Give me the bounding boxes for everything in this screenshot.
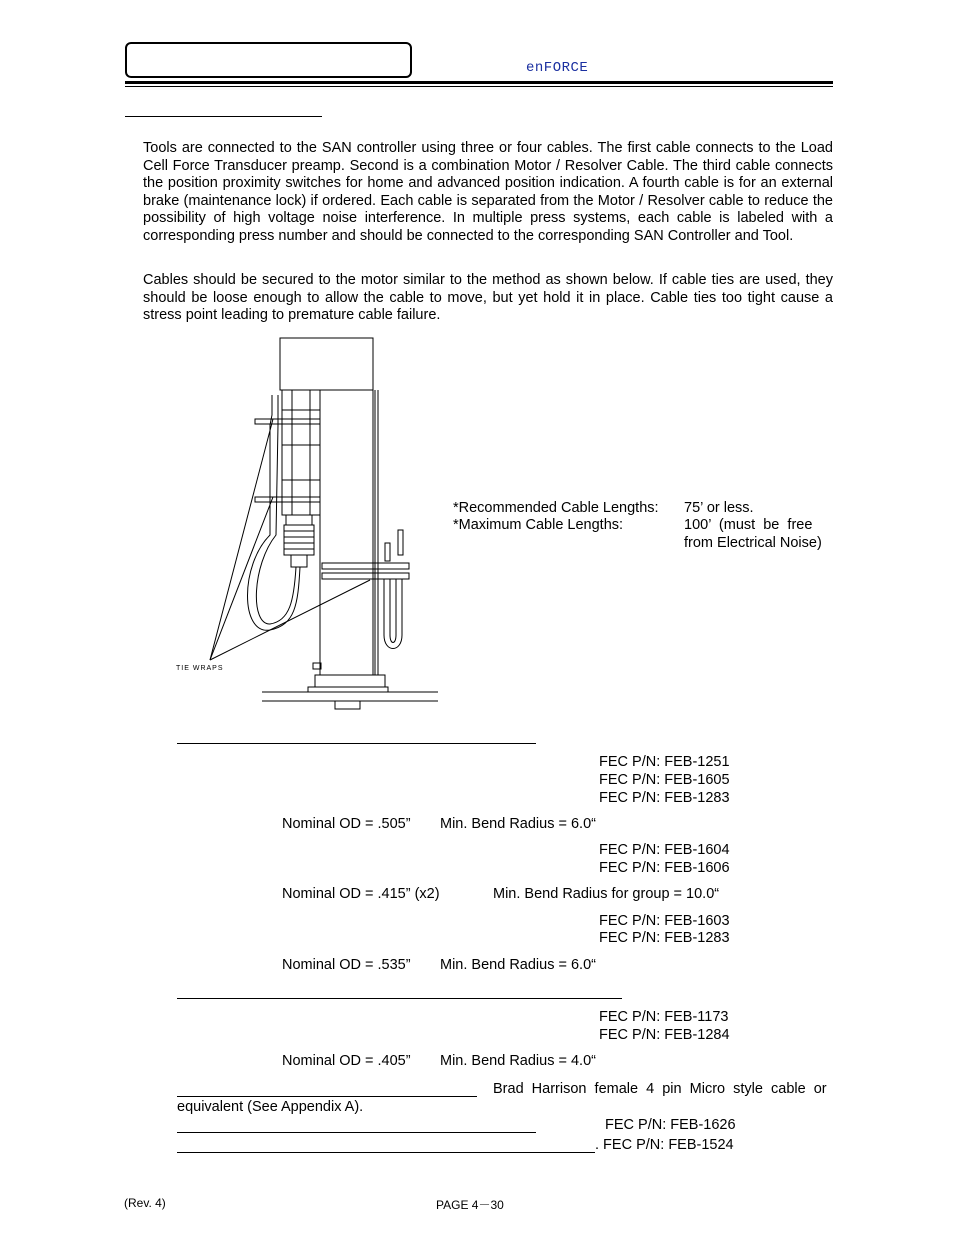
group2-part-number: FEC P/N: FEB-1606	[599, 860, 730, 876]
group4-nominal-od: Nominal OD = .405”	[282, 1053, 411, 1069]
prox-cable-description: Brad Harrison female 4 pin Micro style cable or	[493, 1081, 827, 1097]
header-rule	[125, 81, 833, 84]
maximum-length-label: *Maximum Cable Lengths:	[453, 517, 624, 533]
footer-revision: (Rev. 4)	[124, 1196, 166, 1210]
group1-bend-radius: Min. Bend Radius = 6.0“	[440, 816, 596, 832]
group1-part-number: FEC P/N: FEB-1605	[599, 772, 730, 788]
header-title-box	[125, 42, 412, 78]
group2-part-number: FEC P/N: FEB-1604	[599, 842, 730, 858]
intro-paragraph-2: Cables should be secured to the motor similar to the method as shown below. If cable ties are used, they should be loose enough to allow the cable to move, but yet hold it in place. Cable ties too tight cause a stress point leading to premature cable failure.	[143, 272, 833, 324]
prox-heading-underline	[177, 1096, 477, 1097]
group1-part-number: FEC P/N: FEB-1251	[599, 754, 730, 770]
prox-cable-description-2: equivalent (See Appendix A).	[177, 1099, 364, 1115]
header-rule-thin	[125, 86, 833, 87]
group4-bend-radius: Min. Bend Radius = 4.0“	[440, 1053, 596, 1069]
extra-cable-part-number: FEC P/N: FEB-1626	[605, 1117, 736, 1133]
extra-cable-part-number: . FEC P/N: FEB-1524	[595, 1137, 734, 1153]
group3-nominal-od: Nominal OD = .535”	[282, 957, 411, 973]
maximum-length-value-1: 100’ (must be free	[684, 517, 813, 533]
press-cable-drawing	[170, 335, 445, 715]
group3-bend-radius: Min. Bend Radius = 6.0“	[440, 957, 596, 973]
group4-part-number: FEC P/N: FEB-1173	[599, 1009, 729, 1025]
group1-part-number: FEC P/N: FEB-1283	[599, 790, 730, 806]
recommended-length-label: *Recommended Cable Lengths:	[453, 500, 659, 516]
intro-paragraph-1: Tools are connected to the SAN controller using three or four cables. The first cable connects to the Load Cell Force Transducer preamp. Second is a combination Motor / Resolver Cable. The third cable connects the position proximity switches for home and advanced position indication. A fourth cable is for an external brake (maintenance lock) if ordered. Each cable is separated from the Motor / Resolver cable to reduce the possibility of high voltage noise interference. In multiple press systems, each cable is labeled with a corresponding press number and should be connected to the corresponding SAN Controller and Tool.	[143, 140, 833, 244]
brand-logo: enFORCE	[526, 60, 589, 76]
group3-part-number: FEC P/N: FEB-1283	[599, 930, 730, 946]
tie-wraps-callout: TIE WRAPS	[176, 665, 224, 672]
recommended-length-value: 75’ or less.	[684, 500, 754, 516]
group4-part-number: FEC P/N: FEB-1284	[599, 1027, 730, 1043]
group4-heading-underline	[177, 998, 622, 999]
footer-page-number: PAGE 4－30	[436, 1198, 504, 1212]
extra-cable-underline-1	[177, 1132, 536, 1133]
extra-cable-underline-2	[177, 1152, 595, 1153]
group3-part-number: FEC P/N: FEB-1603	[599, 913, 730, 929]
group1-heading-underline	[177, 743, 536, 744]
group2-nominal-od: Nominal OD = .415” (x2)	[282, 886, 440, 902]
group2-bend-radius: Min. Bend Radius for group = 10.0“	[493, 886, 720, 902]
group1-nominal-od: Nominal OD = .505”	[282, 816, 411, 832]
section-heading-underline	[125, 116, 322, 117]
maximum-length-value-2: from Electrical Noise)	[684, 535, 822, 551]
